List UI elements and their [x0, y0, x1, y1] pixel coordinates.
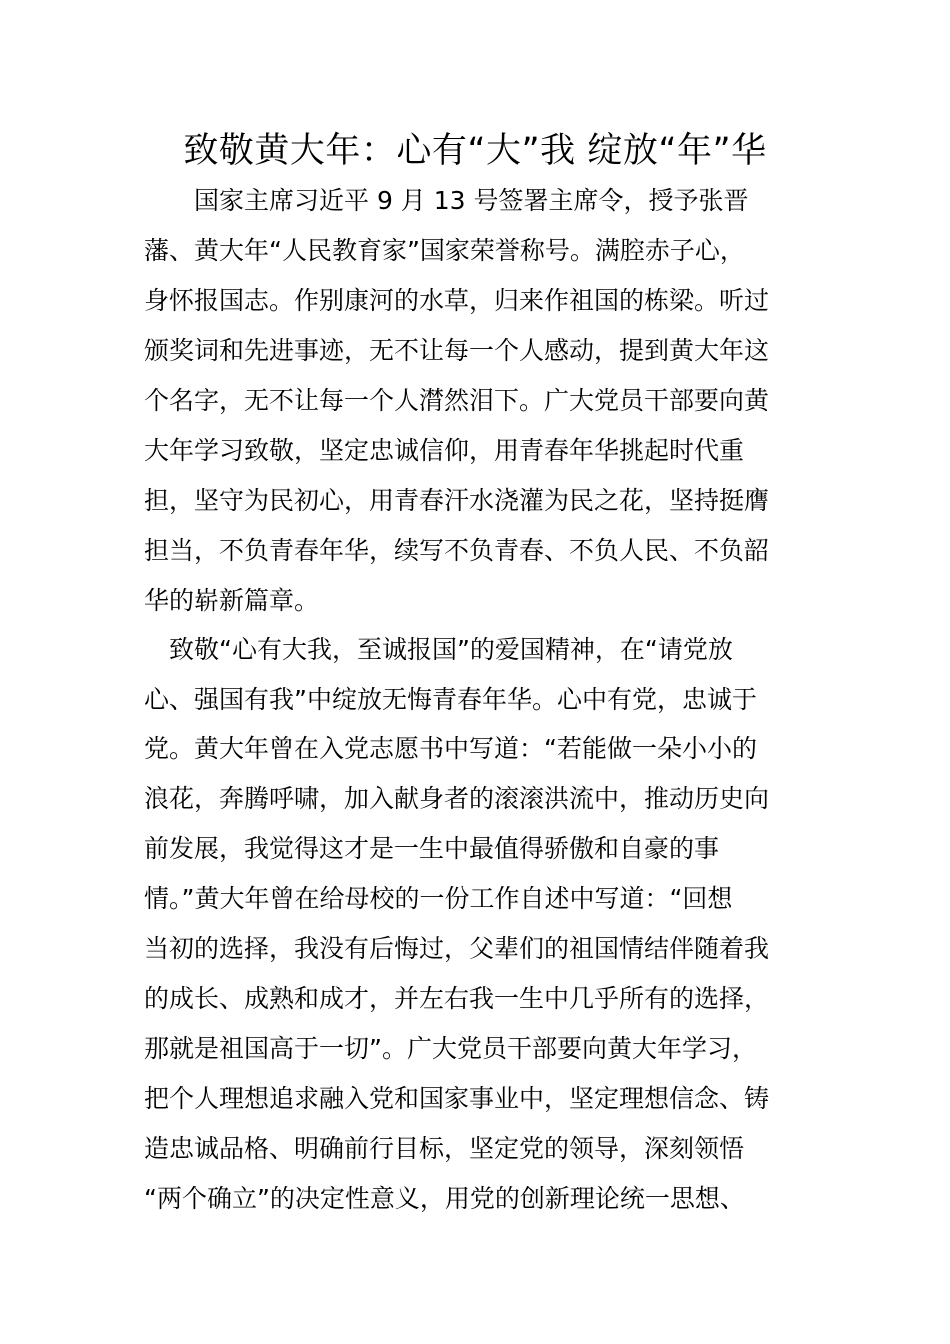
- body-line: 担，坚守为民初心，用青春汗水浇灌为民之花，坚持挺膺: [144, 486, 770, 515]
- body-line: 大年学习致敬，坚定忠诚信仰，用青春年华挑起时代重: [144, 436, 745, 465]
- body-line: 造忠诚品格、明确前行目标，坚定党的领导，深刻领悟: [144, 1134, 745, 1163]
- body-line: 身怀报国志。作别康河的水草，归来作祖国的栋梁。听过: [144, 286, 770, 315]
- body-line: 国家主席习近平 9 月 13 号签署主席令，授予张晋: [144, 186, 749, 215]
- body-line: 致敬“心有大我，至诚报国”的爱国精神，在“请党放: [144, 635, 733, 664]
- body-line: 个名字，无不让每一个人潸然泪下。广大党员干部要向黄: [144, 386, 770, 415]
- body-line: 藩、黄大年“人民教育家”国家荣誉称号。满腔赤子心，: [144, 236, 745, 265]
- document-title: 致敬黄大年：心有“大”我 绽放“年”华: [183, 131, 767, 171]
- body-line: 颁奖词和先进事迹，无不让每一个人感动，提到黄大年这: [144, 336, 770, 365]
- body-line: 情。”黄大年曾在给母校的一份工作自述中写道：“回想: [144, 884, 733, 913]
- body-line: 的成长、成熟和成才，并左右我一生中几乎所有的选择，: [144, 984, 770, 1013]
- body-line: 那就是祖国高于一切”。广大党员干部要向黄大年学习，: [144, 1034, 757, 1063]
- body-line: 浪花，奔腾呼啸，加入献身者的滚滚洪流中，推动历史向: [144, 784, 770, 813]
- body-line: 心、强国有我”中绽放无悔青春年华。心中有党，忠诚于: [144, 685, 757, 714]
- body-line: 当初的选择，我没有后悔过，父辈们的祖国情结伴随着我: [144, 934, 770, 963]
- body-line: 把个人理想追求融入党和国家事业中，坚定理想信念、铸: [144, 1084, 770, 1113]
- body-line: 党。黄大年曾在入党志愿书中写道：“若能做一朵小小的: [144, 734, 757, 763]
- body-line: 前发展，我觉得这才是一生中最值得骄傲和自豪的事: [144, 834, 720, 863]
- body-line: “两个确立”的决定性意义，用党的创新理论统一思想、: [144, 1184, 745, 1213]
- body-line: 华的崭新篇章。: [144, 586, 320, 615]
- body-line: 担当，不负青春年华，续写不负青春、不负人民、不负韶: [144, 536, 770, 565]
